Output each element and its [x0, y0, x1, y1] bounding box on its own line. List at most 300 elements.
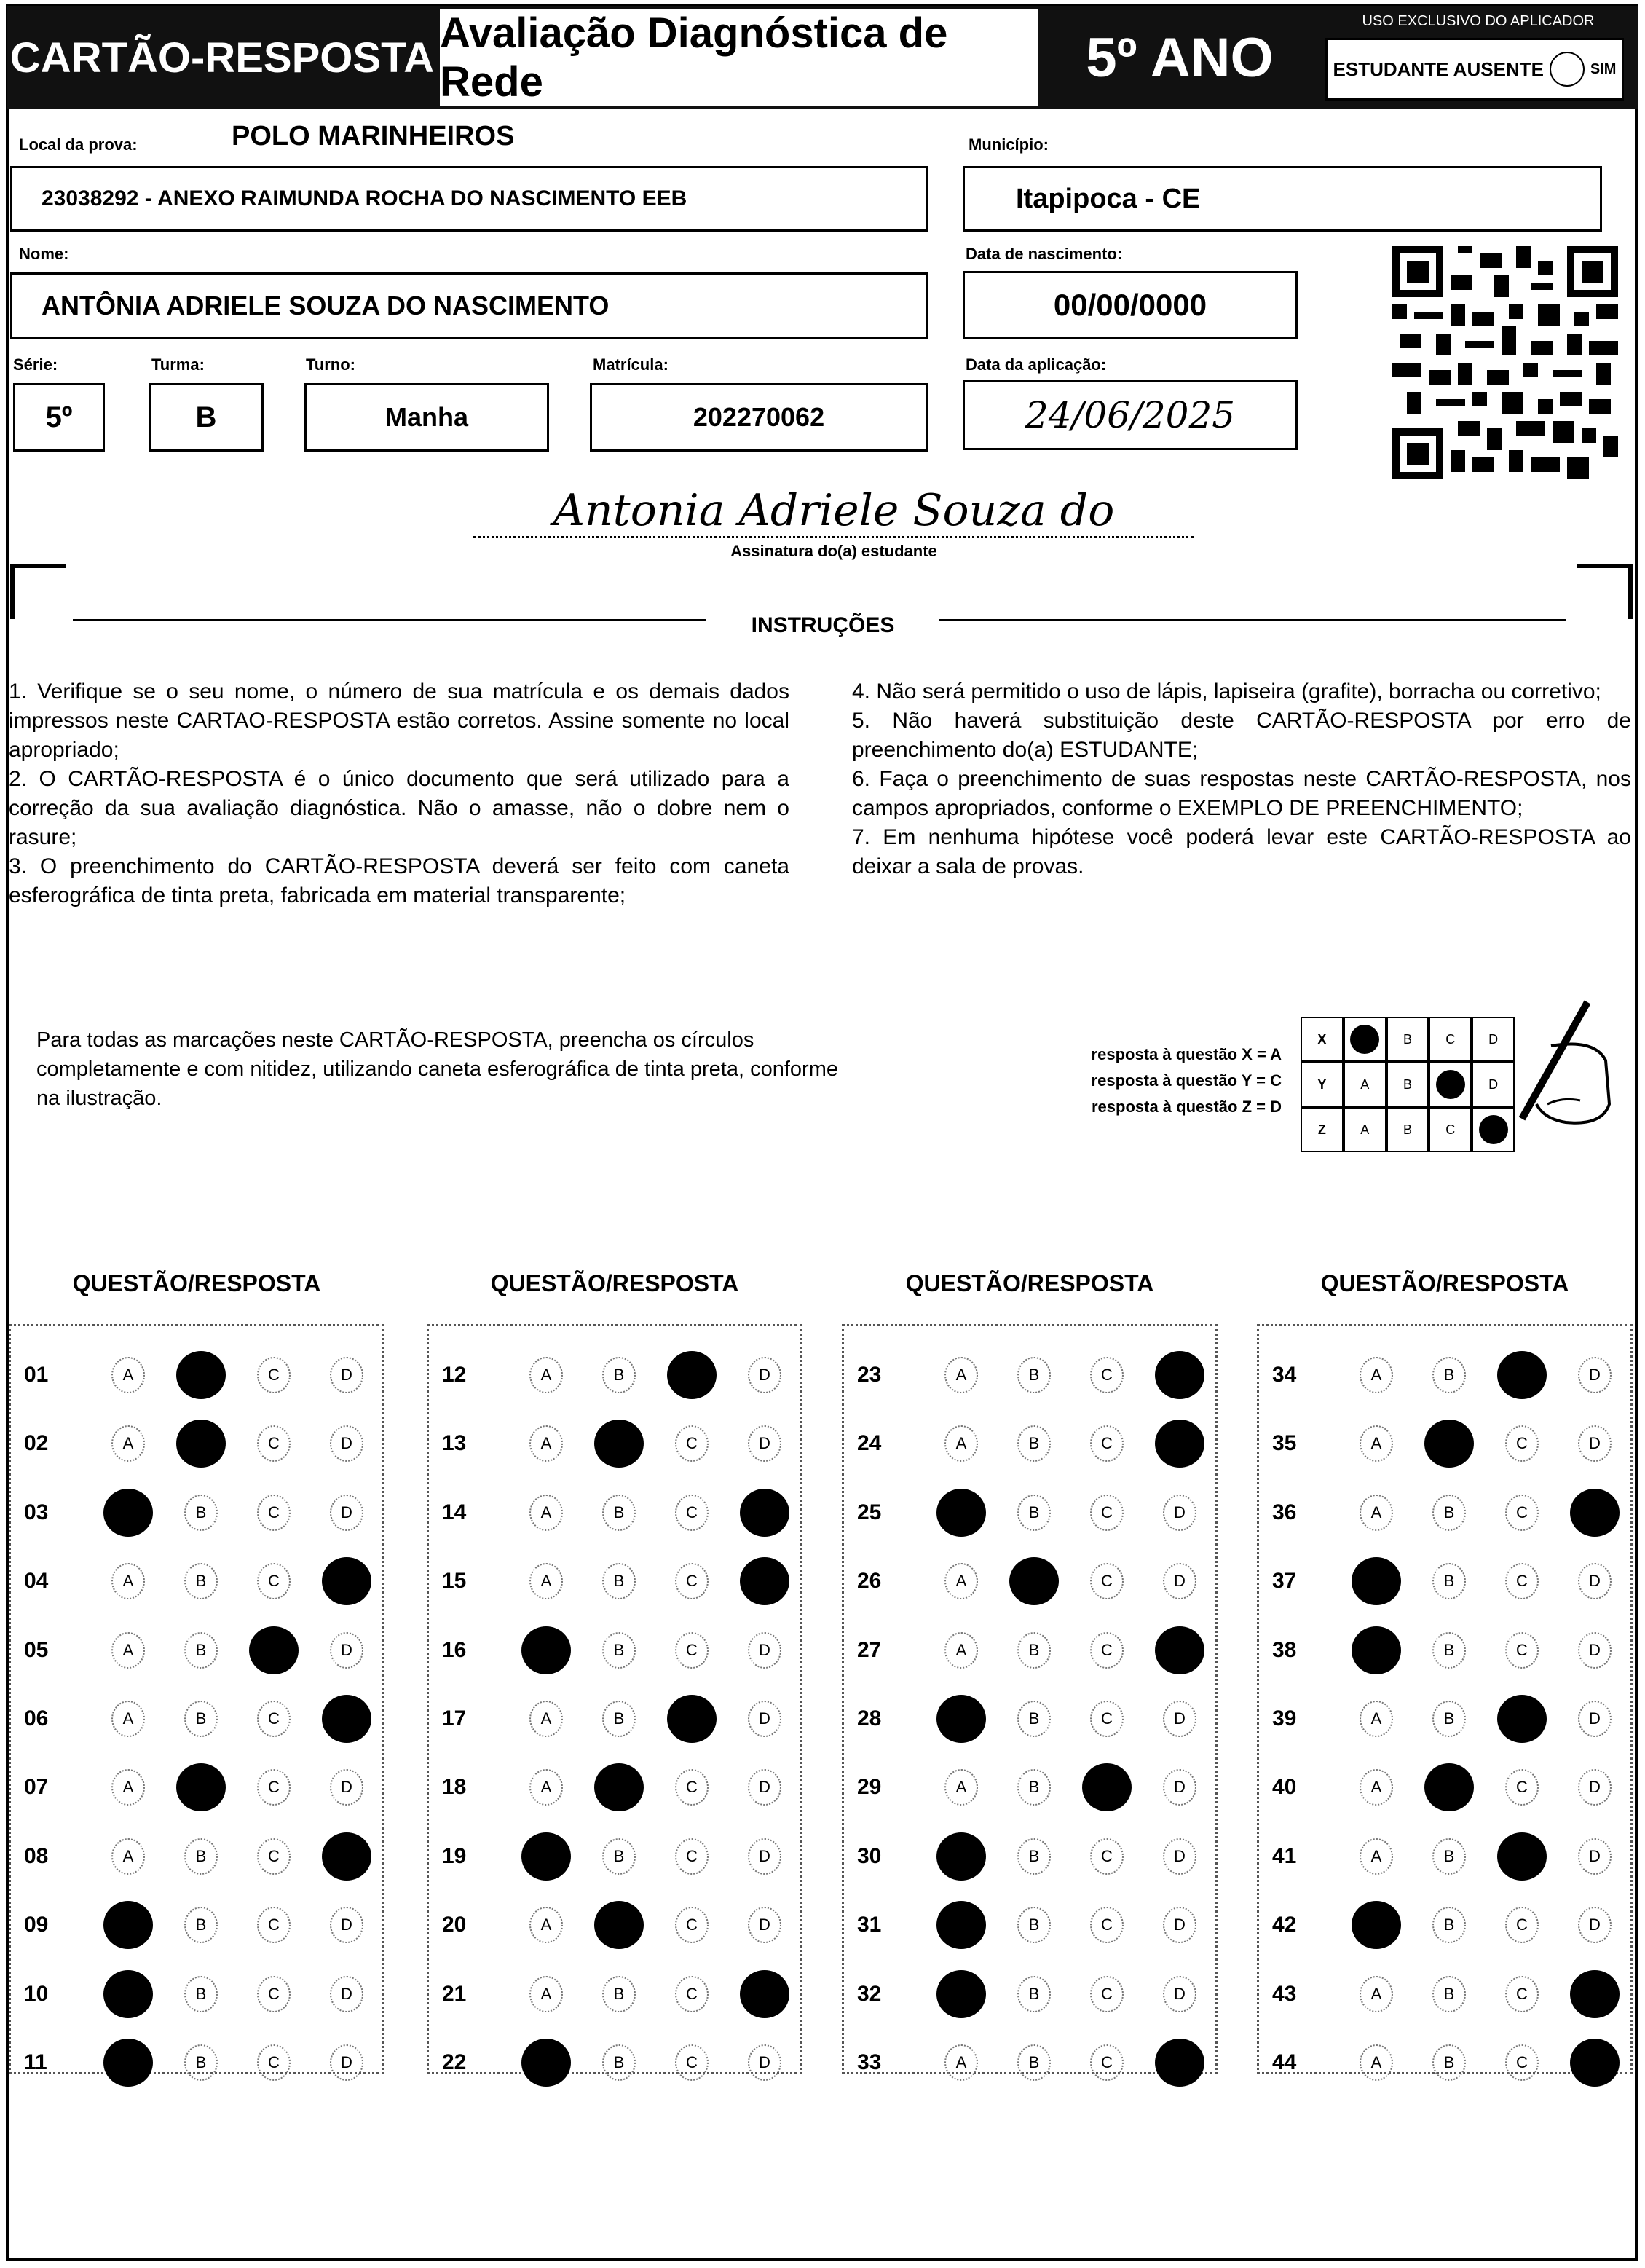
aplic-value: [963, 380, 1298, 450]
answer-bubble[interactable]: D: [1163, 1907, 1196, 1943]
answer-bubble[interactable]: B: [184, 1838, 218, 1875]
answer-bubble[interactable]: D: [748, 1632, 781, 1669]
answer-bubble[interactable]: A: [111, 1838, 145, 1875]
question-number: 05: [24, 1637, 49, 1662]
instruction-5: 5. Não haverá substituição deste CARTÃO-RESPOSTA por erro de preenchimento do(a) ESTUDANTE;: [852, 709, 1631, 762]
instructions-rule-left: [73, 619, 706, 621]
answer-bubble-filled[interactable]: [936, 1970, 986, 2018]
instructions-right: [852, 677, 1631, 881]
answer-row: [11, 1422, 382, 1466]
answer-bubble[interactable]: D: [748, 1907, 781, 1943]
answer-bubble-filled[interactable]: [103, 1970, 153, 2018]
answer-row: [1259, 2041, 1630, 2085]
answer-bubble[interactable]: C: [1090, 1357, 1124, 1393]
answer-bubble[interactable]: D: [330, 1907, 363, 1943]
question-number: 06: [24, 1706, 49, 1730]
answer-bubble[interactable]: A: [111, 1701, 145, 1737]
answer-bubble[interactable]: A: [1360, 1701, 1393, 1737]
question-number: 31: [857, 1913, 882, 1937]
answer-bubble[interactable]: D: [1163, 1769, 1196, 1806]
serie-label: Série:: [13, 355, 58, 374]
answer-bubble-filled[interactable]: [176, 1420, 226, 1468]
answer-bubble[interactable]: B: [602, 1976, 636, 2012]
answer-row: [844, 1698, 1215, 1741]
answer-bubble-filled[interactable]: [176, 1763, 226, 1811]
answer-bubble[interactable]: D: [748, 1357, 781, 1393]
answer-row: [11, 1904, 382, 1948]
answer-bubble[interactable]: D: [330, 1769, 363, 1806]
answer-row: [1259, 1766, 1630, 1810]
answer-bubble-filled[interactable]: [521, 1832, 571, 1881]
example-option-cell: C: [1429, 1107, 1472, 1152]
answer-row: [844, 1422, 1215, 1466]
example-question-label: Y: [1301, 1062, 1344, 1107]
turno-value-text: Manha: [384, 402, 468, 432]
answer-bubble[interactable]: D: [1578, 1769, 1612, 1806]
answer-bubble-filled[interactable]: [322, 1557, 371, 1605]
question-number: 27: [857, 1637, 882, 1662]
example-line-x: resposta à questão X = A: [1091, 1045, 1282, 1063]
answer-bubble[interactable]: A: [944, 1357, 978, 1393]
question-number: 17: [442, 1706, 467, 1730]
answer-column-title: QUESTÃO/RESPOSTA: [72, 1270, 321, 1296]
answer-bubble[interactable]: D: [748, 1838, 781, 1875]
answer-bubble[interactable]: C: [675, 1563, 709, 1599]
answer-bubble[interactable]: A: [111, 1425, 145, 1462]
answer-bubble[interactable]: C: [675, 1976, 709, 2012]
signature-label: Assinatura do(a) estudante: [730, 542, 937, 560]
answer-bubble[interactable]: A: [1360, 1976, 1393, 2012]
answer-row: [1259, 1904, 1630, 1948]
answer-bubble[interactable]: C: [257, 1976, 291, 2012]
answer-bubble[interactable]: C: [1090, 1425, 1124, 1462]
answer-bubble[interactable]: A: [529, 1701, 563, 1737]
answer-bubble[interactable]: A: [111, 1357, 145, 1393]
answer-bubble[interactable]: B: [1017, 1976, 1051, 2012]
answer-bubble-filled[interactable]: [1155, 2039, 1204, 2087]
question-number: 15: [442, 1569, 467, 1594]
answer-bubble[interactable]: B: [184, 2044, 218, 2081]
question-number: 20: [442, 1913, 467, 1937]
answer-bubble[interactable]: C: [1505, 1907, 1539, 1943]
answer-row: [429, 1354, 800, 1398]
answer-bubble[interactable]: B: [1432, 1907, 1466, 1943]
answer-column: [842, 1324, 1218, 2074]
answer-bubble-filled[interactable]: [249, 1626, 299, 1674]
answer-row: [1259, 1492, 1630, 1535]
answer-bubble[interactable]: B: [602, 2044, 636, 2081]
answer-bubble[interactable]: B: [1017, 1357, 1051, 1393]
answer-bubble[interactable]: C: [257, 1701, 291, 1737]
answer-bubble-filled[interactable]: [103, 1489, 153, 1537]
answer-column-title: QUESTÃO/RESPOSTA: [490, 1270, 739, 1296]
example-question-label: Z: [1301, 1107, 1344, 1152]
answer-bubble[interactable]: D: [1163, 1495, 1196, 1531]
answer-bubble[interactable]: D: [748, 2044, 781, 2081]
answer-bubble[interactable]: A: [529, 1495, 563, 1531]
answer-bubble[interactable]: C: [1090, 1976, 1124, 2012]
question-number: 40: [1272, 1775, 1297, 1800]
question-number: 03: [24, 1500, 49, 1524]
answer-bubble-filled[interactable]: [1155, 1351, 1204, 1399]
answer-bubble[interactable]: C: [1090, 2044, 1124, 2081]
instructions-title: INSTRUÇÕES: [751, 613, 895, 637]
answer-bubble[interactable]: B: [1432, 1563, 1466, 1599]
question-number: 28: [857, 1706, 882, 1730]
answer-bubble-filled[interactable]: [1424, 1763, 1474, 1811]
signature-handwritten: Antonia Adriele Souza do: [473, 485, 1194, 538]
answer-bubble[interactable]: D: [748, 1425, 781, 1462]
example-option-cell: A: [1344, 1107, 1386, 1152]
answer-bubble[interactable]: C: [675, 1425, 709, 1462]
example-option-cell: B: [1386, 1107, 1429, 1152]
answer-bubble[interactable]: A: [944, 1632, 978, 1669]
answer-bubble[interactable]: B: [184, 1632, 218, 1669]
answer-row: [429, 1904, 800, 1948]
answer-bubble-filled[interactable]: [1352, 1626, 1401, 1674]
answer-bubble[interactable]: C: [1505, 1495, 1539, 1531]
answer-bubble-filled[interactable]: [936, 1832, 986, 1881]
answer-column-title: QUESTÃO/RESPOSTA: [905, 1270, 1154, 1296]
answer-bubble[interactable]: C: [1090, 1632, 1124, 1669]
answer-bubble[interactable]: D: [330, 1976, 363, 2012]
answer-row: [1259, 1698, 1630, 1741]
answer-bubble-filled[interactable]: [740, 1557, 789, 1605]
answer-bubble-filled[interactable]: [176, 1351, 226, 1399]
example-option-cell: C: [1429, 1017, 1472, 1062]
answer-column-title: QUESTÃO/RESPOSTA: [1320, 1270, 1569, 1296]
answer-row: [11, 1354, 382, 1398]
answer-bubble[interactable]: C: [1090, 1563, 1124, 1599]
pen-hand-icon: [1478, 995, 1624, 1141]
answer-bubble[interactable]: C: [1090, 1701, 1124, 1737]
answer-bubble[interactable]: C: [1090, 1495, 1124, 1531]
answer-row: [429, 1492, 800, 1535]
answer-bubble[interactable]: A: [944, 1769, 978, 1806]
answer-bubble[interactable]: B: [602, 1838, 636, 1875]
question-number: 36: [1272, 1500, 1297, 1524]
answer-bubble[interactable]: A: [1360, 1425, 1393, 1462]
answer-bubble[interactable]: C: [257, 1838, 291, 1875]
answer-bubble[interactable]: D: [1578, 1701, 1612, 1737]
question-number: 02: [24, 1431, 49, 1456]
question-number: 39: [1272, 1706, 1297, 1730]
answer-row: [1259, 1973, 1630, 2017]
answer-bubble-filled[interactable]: [521, 1626, 571, 1674]
nome-value: [10, 272, 928, 339]
question-number: 26: [857, 1569, 882, 1594]
answer-bubble[interactable]: C: [675, 1838, 709, 1875]
answer-bubble[interactable]: D: [330, 1632, 363, 1669]
answer-bubble[interactable]: C: [675, 1769, 709, 1806]
answer-bubble[interactable]: C: [257, 1769, 291, 1806]
answer-bubble[interactable]: A: [529, 1425, 563, 1462]
example-option-cell: A: [1344, 1062, 1386, 1107]
answer-bubble[interactable]: D: [1578, 1838, 1612, 1875]
answer-bubble-filled[interactable]: [1570, 2039, 1620, 2087]
answer-bubble[interactable]: A: [944, 2044, 978, 2081]
answer-bubble[interactable]: C: [1505, 1976, 1539, 2012]
answer-column: [9, 1324, 384, 2074]
answer-bubble[interactable]: C: [1505, 1632, 1539, 1669]
answer-row: [429, 1422, 800, 1466]
answer-row: [844, 1354, 1215, 1398]
question-number: 42: [1272, 1913, 1297, 1937]
absent-label: ESTUDANTE AUSENTE: [1333, 58, 1544, 80]
question-number: 21: [442, 1981, 467, 2006]
example-line-y: resposta à questão Y = C: [1091, 1071, 1282, 1090]
answer-bubble[interactable]: A: [1360, 1769, 1393, 1806]
answer-row: [11, 1835, 382, 1879]
example-option-cell: D: [1472, 1062, 1515, 1107]
question-number: 34: [1272, 1363, 1297, 1387]
instruction-2: 2. O CARTÃO-RESPOSTA é o único documento que será utilizado para a correção da sua avaliação diagnóstica. Não o amasse, não o dobre nem o rasure;: [9, 767, 789, 849]
answer-bubble-filled[interactable]: [1424, 1420, 1474, 1468]
question-number: 07: [24, 1775, 49, 1800]
answer-bubble-filled[interactable]: [1570, 1970, 1620, 2018]
answer-bubble[interactable]: B: [184, 1495, 218, 1531]
answer-bubble[interactable]: C: [675, 1495, 709, 1531]
answer-bubble[interactable]: D: [748, 1701, 781, 1737]
answer-bubble[interactable]: C: [675, 1907, 709, 1943]
question-number: 13: [442, 1431, 467, 1456]
question-number: 08: [24, 1843, 49, 1868]
answer-bubble[interactable]: B: [602, 1357, 636, 1393]
answer-bubble[interactable]: A: [529, 1769, 563, 1806]
answer-bubble-filled[interactable]: [1082, 1763, 1132, 1811]
answer-row: [429, 2041, 800, 2085]
answer-bubble-filled[interactable]: [103, 2039, 153, 2087]
answer-bubble[interactable]: B: [1017, 1838, 1051, 1875]
corner-mark-left: [10, 564, 66, 619]
answer-bubble[interactable]: B: [1017, 1701, 1051, 1737]
answer-bubble[interactable]: D: [1578, 1563, 1612, 1599]
answer-bubble-filled[interactable]: [103, 1901, 153, 1949]
answer-bubble-filled[interactable]: [740, 1489, 789, 1537]
question-number: 14: [442, 1500, 467, 1524]
answer-bubble[interactable]: A: [111, 1769, 145, 1806]
absent-box: [1325, 38, 1624, 101]
answer-bubble[interactable]: C: [1505, 1563, 1539, 1599]
instruction-4: 4. Não será permitido o uso de lápis, lapiseira (grafite), borracha ou corretivo;: [852, 680, 1601, 704]
question-number: 16: [442, 1637, 467, 1662]
answer-bubble-filled[interactable]: [936, 1489, 986, 1537]
local-value: [10, 166, 928, 232]
answer-bubble[interactable]: B: [1432, 2044, 1466, 2081]
question-number: 25: [857, 1500, 882, 1524]
nome-value-text: ANTÔNIA ADRIELE SOUZA DO NASCIMENTO: [42, 291, 610, 320]
answer-bubble[interactable]: B: [1017, 1632, 1051, 1669]
answer-bubble[interactable]: A: [1360, 1495, 1393, 1531]
answer-bubble[interactable]: B: [602, 1495, 636, 1531]
answer-bubble[interactable]: C: [1505, 1769, 1539, 1806]
answer-bubble[interactable]: B: [184, 1976, 218, 2012]
answer-bubble[interactable]: A: [111, 1632, 145, 1669]
turma-value: [149, 383, 264, 452]
answer-bubble[interactable]: B: [1432, 1976, 1466, 2012]
question-number: 01: [24, 1363, 49, 1387]
answer-bubble[interactable]: B: [1432, 1701, 1466, 1737]
answer-bubble[interactable]: B: [1017, 1907, 1051, 1943]
answer-bubble[interactable]: B: [602, 1563, 636, 1599]
answer-row: [1259, 1560, 1630, 1604]
answer-bubble-filled[interactable]: [322, 1695, 371, 1743]
answer-bubble[interactable]: D: [1163, 1701, 1196, 1737]
answer-bubble-filled[interactable]: [521, 2039, 571, 2087]
answer-bubble[interactable]: C: [1090, 1907, 1124, 1943]
answer-bubble-filled[interactable]: [936, 1695, 986, 1743]
answer-row: [844, 1973, 1215, 2017]
answer-bubble[interactable]: B: [602, 1701, 636, 1737]
answer-bubble-filled[interactable]: [667, 1695, 717, 1743]
answer-bubble[interactable]: B: [1432, 1495, 1466, 1531]
question-number: 18: [442, 1775, 467, 1800]
answer-bubble[interactable]: A: [944, 1425, 978, 1462]
absent-option: SIM: [1590, 60, 1617, 77]
answer-column: [1257, 1324, 1633, 2074]
answer-bubble-filled[interactable]: [1009, 1557, 1059, 1605]
answer-bubble[interactable]: C: [675, 2044, 709, 2081]
example-filled-bubble: [1350, 1025, 1379, 1054]
qr-code: [1392, 246, 1618, 479]
answer-bubble[interactable]: B: [1017, 2044, 1051, 2081]
turma-value-text: B: [195, 401, 217, 433]
applicator-label: USO EXCLUSIVO DO APLICADOR: [1362, 13, 1595, 29]
answer-column: [427, 1324, 802, 2074]
answer-bubble-filled[interactable]: [936, 1901, 986, 1949]
answer-bubble-filled[interactable]: [1352, 1557, 1401, 1605]
serie-value: [13, 383, 105, 452]
answer-bubble-filled[interactable]: [1497, 1695, 1547, 1743]
answer-bubble[interactable]: D: [1163, 1838, 1196, 1875]
question-number: 19: [442, 1843, 467, 1868]
answer-bubble[interactable]: D: [1578, 1632, 1612, 1669]
answer-row: [11, 1560, 382, 1604]
answer-bubble[interactable]: D: [1578, 1357, 1612, 1393]
nasc-value: [963, 271, 1298, 339]
aplic-label: Data da aplicação:: [966, 355, 1107, 374]
answer-bubble-filled[interactable]: [594, 1901, 644, 1949]
answer-bubble[interactable]: D: [1578, 1425, 1612, 1462]
answer-bubble[interactable]: B: [1017, 1769, 1051, 1806]
nasc-value-text: 00/00/0000: [1053, 288, 1207, 322]
answer-bubble[interactable]: D: [330, 1357, 363, 1393]
answer-bubble[interactable]: D: [1163, 1976, 1196, 2012]
municipio-label: Município:: [969, 135, 1049, 154]
instructions-rule-right: [939, 619, 1566, 621]
answer-bubble[interactable]: A: [1360, 1838, 1393, 1875]
answer-bubble[interactable]: C: [1090, 1838, 1124, 1875]
answer-row: [429, 1835, 800, 1879]
question-number: 38: [1272, 1637, 1297, 1662]
question-number: 30: [857, 1843, 882, 1868]
answer-bubble[interactable]: C: [257, 1907, 291, 1943]
answer-bubble[interactable]: A: [529, 1976, 563, 2012]
answer-bubble[interactable]: A: [529, 1563, 563, 1599]
answer-bubble[interactable]: B: [184, 1563, 218, 1599]
answer-bubble[interactable]: B: [184, 1907, 218, 1943]
example-line-z: resposta à questão Z = D: [1091, 1098, 1282, 1116]
answer-bubble[interactable]: C: [1505, 2044, 1539, 2081]
answer-row: [11, 2041, 382, 2085]
answer-bubble[interactable]: D: [1578, 1907, 1612, 1943]
answer-row: [1259, 1835, 1630, 1879]
nasc-label: Data de nascimento:: [966, 245, 1123, 263]
absent-bubble[interactable]: [1550, 52, 1585, 87]
answer-row: [844, 1835, 1215, 1879]
answer-bubble-filled[interactable]: [594, 1420, 644, 1468]
instruction-7: 7. Em nenhuma hipótese você poderá levar este CARTÃO-RESPOSTA ao deixar a sala de provas.: [852, 825, 1631, 878]
nome-label: Nome:: [19, 245, 69, 263]
local-label: Local da prova:: [19, 135, 138, 154]
answer-bubble[interactable]: C: [675, 1632, 709, 1669]
answer-bubble[interactable]: A: [529, 1357, 563, 1393]
answer-bubble[interactable]: C: [1505, 1425, 1539, 1462]
answer-bubble[interactable]: C: [257, 1495, 291, 1531]
answer-row: [429, 1973, 800, 2017]
answer-bubble[interactable]: A: [111, 1563, 145, 1599]
answer-bubble[interactable]: D: [748, 1769, 781, 1806]
example-option-cell: [1344, 1017, 1386, 1062]
turno-value: [304, 383, 549, 452]
answer-row: [11, 1492, 382, 1535]
answer-bubble-filled[interactable]: [594, 1763, 644, 1811]
question-number: 22: [442, 2050, 467, 2074]
answer-bubble[interactable]: D: [1163, 1563, 1196, 1599]
answer-bubble[interactable]: C: [257, 2044, 291, 2081]
answer-bubble-filled[interactable]: [322, 1832, 371, 1881]
matricula-value-text: 202270062: [693, 402, 825, 432]
answer-bubble-filled[interactable]: [1497, 1351, 1547, 1399]
answer-bubble[interactable]: B: [602, 1632, 636, 1669]
answer-bubble[interactable]: B: [1432, 1357, 1466, 1393]
answer-bubble-filled[interactable]: [1497, 1832, 1547, 1881]
answer-bubble[interactable]: B: [1017, 1425, 1051, 1462]
turma-label: Turma:: [151, 355, 205, 374]
answer-bubble-filled[interactable]: [740, 1970, 789, 2018]
answer-bubble[interactable]: A: [1360, 2044, 1393, 2081]
answer-bubble[interactable]: B: [184, 1701, 218, 1737]
corner-mark-right: [1577, 564, 1633, 619]
answer-bubble[interactable]: A: [944, 1563, 978, 1599]
answer-bubble[interactable]: B: [1432, 1632, 1466, 1669]
evaluation-title: Avaliação Diagnóstica de Rede: [437, 6, 1041, 109]
applicator-panel: [1318, 6, 1638, 109]
answer-bubble[interactable]: D: [330, 1495, 363, 1531]
answer-bubble-filled[interactable]: [1155, 1626, 1204, 1674]
answer-bubble-filled[interactable]: [1352, 1901, 1401, 1949]
answer-bubble[interactable]: A: [1360, 1357, 1393, 1393]
answer-bubble[interactable]: D: [330, 2044, 363, 2081]
instruction-3: 3. O preenchimento do CARTÃO-RESPOSTA deverá ser feito com caneta esferográfica de tinta preta, fabricada em material transparente;: [9, 854, 789, 907]
question-number: 43: [1272, 1981, 1297, 2006]
answer-bubble[interactable]: C: [257, 1357, 291, 1393]
card-title: CARTÃO-RESPOSTA: [7, 6, 437, 109]
answer-bubble-filled[interactable]: [667, 1351, 717, 1399]
answer-bubble[interactable]: B: [1432, 1838, 1466, 1875]
instruction-6: 6. Faça o preenchimento de suas respostas neste CARTÃO-RESPOSTA, nos campos apropriados, conforme o EXEMPLO DE PREENCHIMENTO;: [852, 767, 1631, 820]
answer-bubble[interactable]: C: [257, 1425, 291, 1462]
fill-note: Para todas as marcações neste CARTÃO-RESPOSTA, preencha os círculos completamente e com nitidez, utilizando caneta esferográfica de tinta preta, conforme na ilustração.: [36, 1028, 838, 1110]
answer-bubble[interactable]: B: [1017, 1495, 1051, 1531]
answer-row: [844, 1766, 1215, 1810]
answer-bubble-filled[interactable]: [1570, 1489, 1620, 1537]
answer-bubble[interactable]: A: [529, 1907, 563, 1943]
answer-bubble[interactable]: D: [330, 1425, 363, 1462]
question-number: 09: [24, 1913, 49, 1937]
answer-bubble[interactable]: C: [257, 1563, 291, 1599]
answer-bubble-filled[interactable]: [1155, 1420, 1204, 1468]
